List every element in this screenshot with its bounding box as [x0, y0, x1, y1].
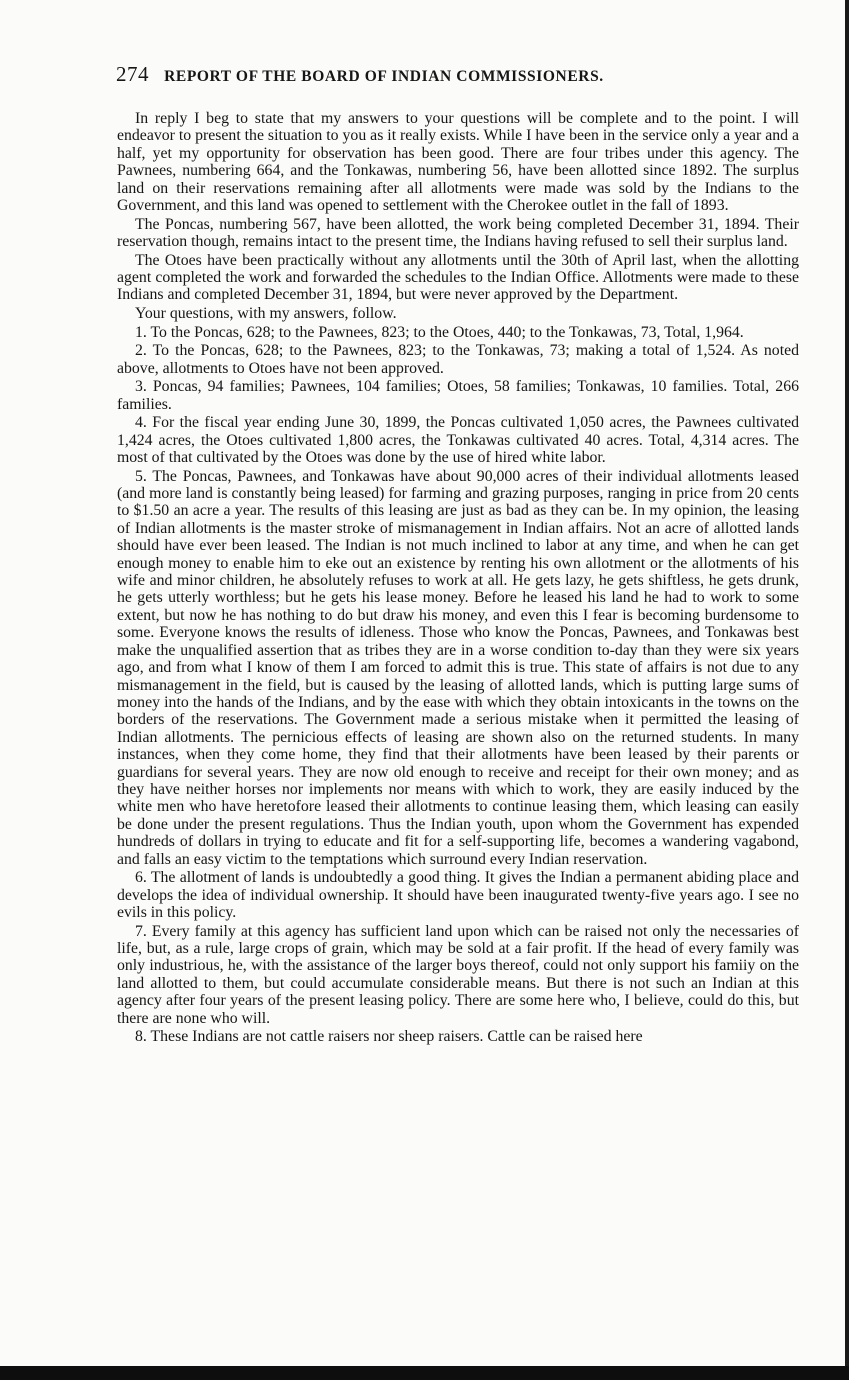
- answer-6: 6. The allotment of lands is undoubtedly a good thing. It gives the Indian a permanent abiding place and develops the idea of individual ownership. It should have been inaugurated twenty-five years ago. I see no evils in this policy.: [117, 869, 799, 921]
- answer-5: 5. The Poncas, Pawnees, and Tonkawas have about 90,000 acres of their individual allotments leased (and more land is constantly being leased) for farming and grazing purposes, ranging in price from 20 cents to $1.50 an acre a year. The results of this leasing are just as bad as they can be. In my opinion, the leasing of Indian allotments is the master stroke of mismanagement in Indian affairs. Not an acre of allotted lands should have ever been leased. The Indian is not much inclined to labor at any time, and when he can get enough money to enable him to eke out an existence by renting his own allotment or the allotments of his wife and minor children, he absolutely refuses to work at all. He gets lazy, he gets shiftless, he gets drunk, he gets utterly worthless; but he gets his lease money. Before he leased his land he had to work to some extent, but now he has nothing to do but draw his money, and even this I fear is becoming burdensome to some. Everyone knows the results of idleness. Those who know the Poncas, Pawnees, and Tonkawas best make the unqualified assertion that as tribes they are in a worse condition to-day than they were six years ago, and from what I know of them I am forced to admit this is true. This state of affairs is not due to any mismanagement in the field, but is caused by the leasing of allotted lands, which is putting large sums of money into the hands of the Indians, and by the ease with which they obtain intoxicants in the towns on the borders of the reservations. The Government made a serious mistake when it permitted the leasing of Indian allotments. The pernicious effects of leasing are shown also on the returned students. In many instances, when they come home, they find that their allotments have been leased by their parents or guardians for several years. They are now old enough to receive and receipt for their own money; and as they have neither horses nor implements nor means with which to work, they are easily induced by the white men who have heretofore leased their allotments to continue leasing them, which leasing can easily be done under the present regulations. Thus the Indian youth, upon whom the Government has expended hundreds of dollars in trying to educate and fit for a self-supporting life, becomes a wandering vagabond, and falls an easy victim to the temptations which surround every Indian reservation.: [117, 467, 799, 868]
- answer-1: 1. To the Poncas, 628; to the Pawnees, 823; to the Otoes, 440; to the Tonkawas, 73, Total, 1,964.: [135, 323, 744, 341]
- answer-3: 3. Poncas, 94 families; Pawnees, 104 families; Otoes, 58 families; Tonkawas, 10 families. Total, 266 families.: [117, 378, 799, 413]
- page-number: 274: [116, 62, 149, 86]
- paragraph-otoes: The Otoes have been practically without any allotments until the 30th of April last, when the allotting agent completed the work and forwarded the schedules to the Indian Office. Allotments were made to these Indians and completed December 31, 1894, but were never approved by the Department.: [117, 251, 799, 304]
- answer-7: 7. Every family at this agency has sufficient land upon which can be raised not only the necessaries of life, but, as a rule, large crops of grain, which may be sold at a fair profit. If the head of every family was only industrious, he, with the assistance of the larger boys thereof, could not only support his famiiy on the land allotted to them, but could accumulate considerable means. But there is not such an Indian at this agency after four years of the present leasing policy. There are some here who, I believe, could do this, but there are none who will.: [117, 922, 799, 1027]
- scan-edge-right: [845, 0, 849, 1380]
- answer-8: 8. These Indians are not cattle raisers nor sheep raisers. Cattle can be raised here: [135, 1028, 643, 1046]
- answer-4: 4. For the fiscal year ending June 30, 1899, the Poncas cultivated 1,050 acres, the Pawnees cultivated 1,424 acres, the Otoes cultivated 1,800 acres, the Tonkawas cultivated 40 acres. Total, 4,314 acres. The most of that cultivated by the Otoes was done by the use of hired white labor.: [117, 414, 799, 467]
- scan-edge-bottom: [0, 1366, 849, 1380]
- page-header: [116, 62, 800, 86]
- answer-2: 2. To the Poncas, 628; to the Pawnees, 823; to the Tonkawas, 73; making a total of 1,524. As noted above, allotments to Otoes have not been approved.: [117, 342, 799, 377]
- paragraph-poncas: The Poncas, numbering 567, have been allotted, the work being completed December 31, 1894. Their reservation though, remains intact to the present time, the Indians having refused to sell their surplus land.: [117, 215, 799, 251]
- running-title: REPORT OF THE BOARD OF INDIAN COMMISSIONERS.: [164, 68, 604, 85]
- paragraph-questions-intro: Your questions, with my answers, follow.: [135, 305, 397, 323]
- paragraph-intro: In reply I beg to state that my answers to your questions will be complete and to the point. I will endeavor to present the situation to you as it really exists. While I have been in the service only a year and a half, yet my opportunity for observation has been good. There are four tribes under this agency. The Pawnees, numbering 664, and the Tonkawas, numbering 56, have been allotted since 1892. The surplus land on their reservations remaining after all allotments were made was sold by the Indians to the Government, and this land was opened to settlement with the Cherokee outlet in the fall of 1893.: [117, 110, 799, 215]
- body-text: [117, 110, 799, 1047]
